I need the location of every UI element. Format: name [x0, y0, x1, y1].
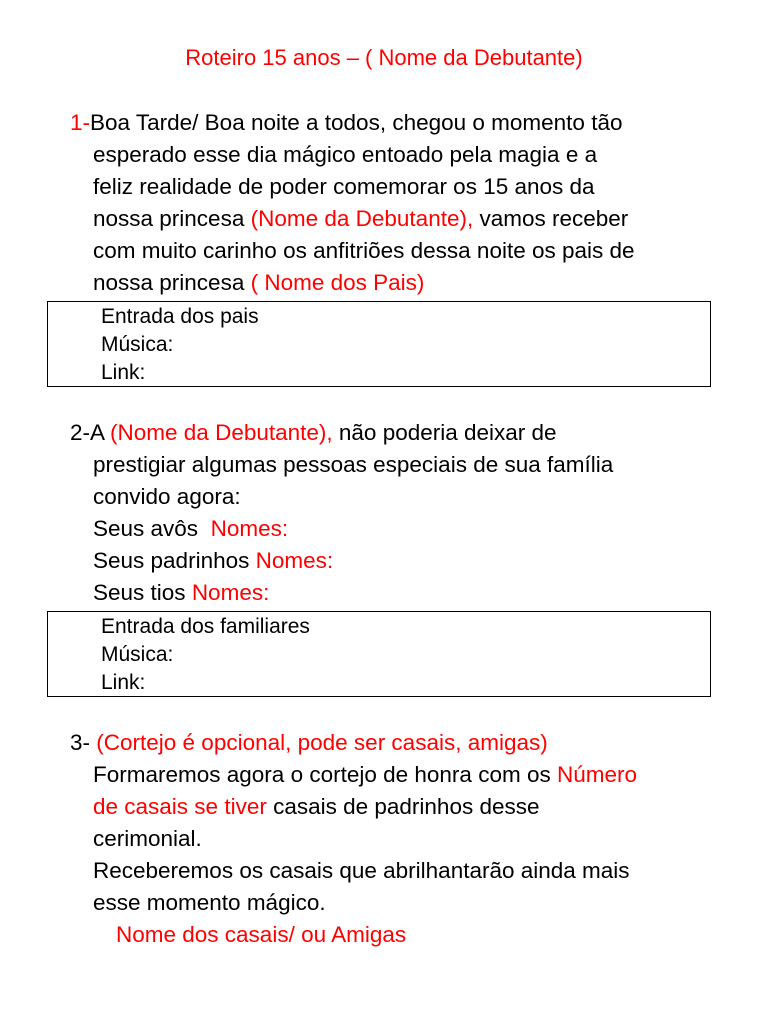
debutante-name-placeholder: (Nome da Debutante), — [250, 206, 474, 231]
section-1-line-3: feliz realidade de poder comemorar os 15 anos da — [93, 174, 595, 199]
section-3-line-2: Formaremos agora o cortejo de honra com os Número — [93, 762, 637, 787]
section-2-number: 2-A — [70, 420, 111, 445]
section-2-line-2: prestigiar algumas pessoas especiais de sua família — [93, 452, 614, 477]
couples-count-placeholder-cont: de casais se tiver — [93, 794, 267, 819]
couples-names-placeholder: Nome dos casais/ ou Amigas — [116, 922, 407, 947]
section-3-line-5: Receberemos os casais que abrilhantarão ainda mais — [93, 858, 630, 883]
grandparents-line: Seus avôs Nomes: — [93, 516, 289, 541]
section-3 — [70, 727, 750, 951]
page-title: Roteiro 15 anos – ( Nome da Debutante) — [185, 45, 583, 70]
section-1-line-5: com muito carinho os anfitriões dessa noite os pais de — [93, 238, 635, 263]
section-3-line-1 — [70, 727, 750, 759]
section-2-line-1: 2-A (Nome da Debutante), não poderia deixar de — [70, 420, 557, 445]
entrance-label: Entrada dos pais — [101, 305, 259, 328]
section-1-line-1: 1-Boa Tarde/ Boa noite a todos, chegou o momento tão — [70, 110, 623, 135]
parents-name-placeholder: ( Nome dos Pais) — [250, 270, 425, 295]
debutante-name-placeholder: (Nome da Debutante), — [110, 420, 333, 445]
entrance-label: Entrada dos familiares — [101, 615, 310, 638]
cortejo-note: (Cortejo é opcional, pode ser casais, amigas) — [96, 730, 548, 755]
music-label: Música: — [101, 333, 174, 356]
link-label: Link: — [101, 361, 146, 384]
section-1-line-2: esperado esse dia mágico entoado pela magia e a — [93, 142, 598, 167]
godparents-names-placeholder: Nomes: — [255, 548, 334, 573]
section-2 — [70, 417, 750, 609]
grandparents-names-placeholder: Nomes: — [210, 516, 289, 541]
section-1-number: 1- — [70, 110, 91, 135]
section-2-line-3: convido agora: — [93, 484, 241, 509]
uncles-line: Seus tios Nomes: — [93, 580, 270, 605]
uncles-names-placeholder: Nomes: — [191, 580, 270, 605]
entrance-box-family — [47, 611, 711, 697]
music-label: Música: — [101, 643, 174, 666]
link-label: Link: — [101, 671, 146, 694]
godparents-line: Seus padrinhos Nomes: — [93, 548, 334, 573]
section-3-line-3: de casais se tiver casais de padrinhos desse — [93, 794, 540, 819]
entrance-box-parents — [47, 301, 711, 387]
section-1 — [70, 107, 750, 299]
section-1-line-4: nossa princesa (Nome da Debutante), vamos receber — [93, 206, 629, 231]
section-3-line-6: esse momento mágico. — [93, 890, 326, 915]
section-1-line-6: nossa princesa ( Nome dos Pais) — [93, 270, 425, 295]
section-3-number: 3- — [70, 730, 97, 755]
couples-count-placeholder: Número — [556, 762, 637, 787]
section-3-line-4: cerimonial. — [93, 826, 202, 851]
